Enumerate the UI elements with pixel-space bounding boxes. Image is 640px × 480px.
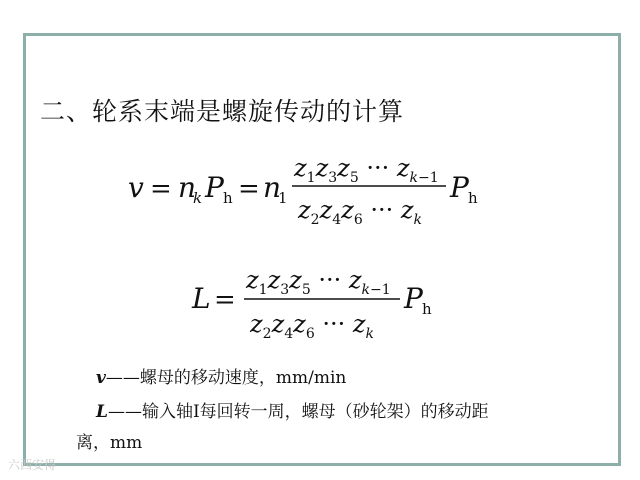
denominator-2: $z_2z_4z_6$ ··· $z_k$ [250,310,375,342]
symbol-n: n [178,171,197,204]
subscript-h-2: h [468,189,478,207]
numerator-2: $z_1z_3z_5$ ··· $z_k-1$ [246,266,391,298]
symbol-L: L [192,282,211,315]
formula-velocity [128,154,478,228]
legend-L-symbol: L [96,402,108,422]
symbol-P: P [205,171,224,204]
formula-distance [191,266,432,342]
subscript-k: k [193,189,203,207]
symbol-v: v [128,171,144,204]
watermark-logo: 六西安得 [8,458,57,472]
equals-sign-1: = [150,174,172,204]
denominator-1: $z_2z_4z_6$ ··· $z_k$ [298,196,423,228]
equals-sign-3: = [214,285,236,315]
numerator-1: $z_1z_3z_5$ ··· $z_k-1$ [294,154,439,186]
equals-sign-2: = [238,174,260,204]
legend-L-text: ——输入轴I每回转一周，螺母（砂轮架）的移动距 [107,402,489,422]
symbol-n1: n [263,171,282,204]
subscript-h-3: h [422,300,432,318]
section-heading: 二、轮系末端是螺旋传动的计算 [40,97,405,126]
symbol-P-3: P [404,282,423,315]
legend-L [96,397,489,422]
legend-v [96,363,346,388]
legend-v-text: ——螺母的移动速度，mm/min [105,368,347,388]
symbol-P-2: P [450,171,469,204]
legend-L-continuation: 离，mm [76,433,143,453]
subscript-1: 1 [278,189,288,207]
legend-v-symbol: v [96,368,106,388]
subscript-h: h [223,189,233,207]
